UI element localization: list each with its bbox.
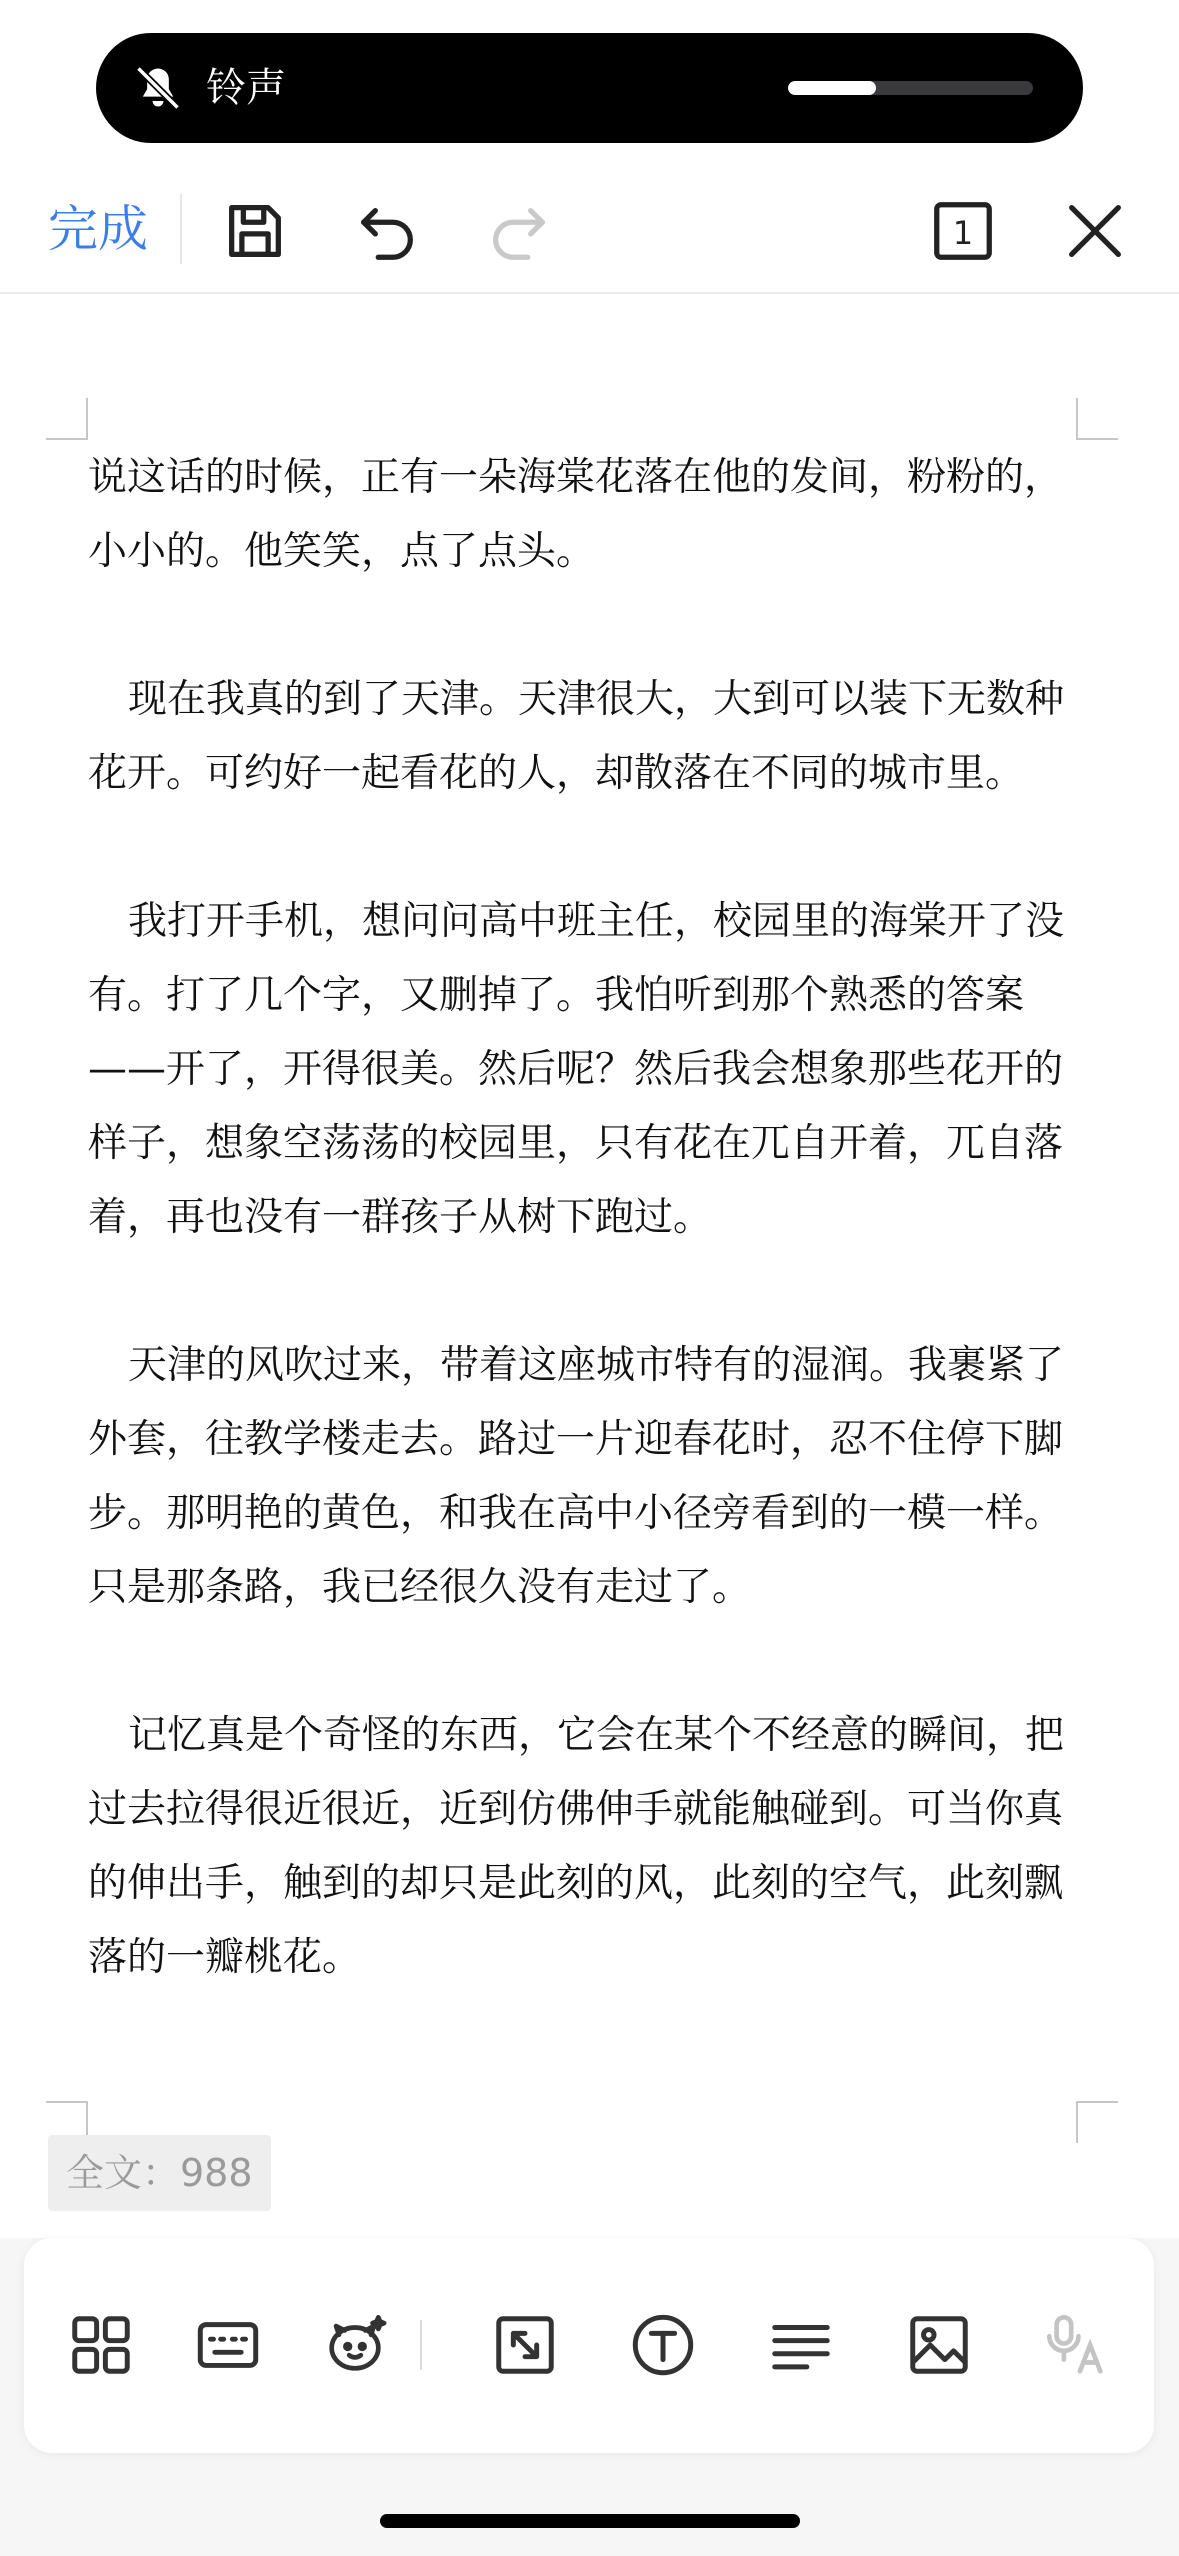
- align-icon[interactable]: [766, 2310, 836, 2380]
- silent-mode-indicator: [96, 33, 1083, 143]
- undo-icon[interactable]: [352, 196, 422, 266]
- toolbar-divider: [420, 2320, 422, 2370]
- page-corner-mark: [46, 398, 88, 440]
- save-icon[interactable]: [220, 196, 290, 266]
- ai-assistant-icon[interactable]: [320, 2310, 390, 2380]
- home-indicator: [380, 2514, 800, 2528]
- fullscreen-icon[interactable]: [490, 2310, 560, 2380]
- close-icon[interactable]: [1060, 196, 1130, 266]
- word-count-badge: 全文：988: [48, 2135, 271, 2211]
- bell-muted-icon: [132, 62, 184, 114]
- page-corner-mark: [1076, 398, 1118, 440]
- volume-bar-fill: [788, 81, 876, 95]
- voice-translate-icon[interactable]: [1042, 2310, 1112, 2380]
- paragraph: 现在我真的到了天津。天津很大，大到可以装下无数种花开。可约好一起看花的人，却散落在不同的城市里。: [88, 677, 1065, 796]
- document-body[interactable]: [88, 441, 1078, 2069]
- editor-toolbar: [0, 170, 1179, 294]
- paragraph: 记忆真是个奇怪的东西，它会在某个不经意的瞬间，把过去拉得很近很近，近到仿佛伸手就能触碰到。可当你真的伸出手，触到的却只是此刻的风，此刻的空气，此刻飘落的一瓣桃花。: [88, 1713, 1065, 1980]
- redo-icon[interactable]: [484, 196, 554, 266]
- paragraph: 我打开手机，想问问高中班主任，校园里的海棠开了没有。打了几个字，又删掉了。我怕听到那个熟悉的答案——开了，开得很美。然后呢？然后我会想象那些花开的样子，想象空荡荡的校园里，只有花在兀自开着，兀自落着，再也没有一群孩子从树下跑过。: [88, 899, 1065, 1240]
- keyboard-icon[interactable]: [193, 2310, 263, 2380]
- page-count-number: 1: [952, 214, 974, 253]
- paragraph: 天津的风吹过来，带着这座城市特有的湿润。我裹紧了外套，往教学楼走去。路过一片迎春花时，忍不住停下脚步。那明艳的黄色，和我在高中小径旁看到的一模一样。只是那条路，我已经很久没有走过了。: [88, 1343, 1065, 1610]
- page-count-icon[interactable]: [928, 196, 998, 266]
- silent-mode-label: 铃声: [206, 65, 286, 111]
- done-button[interactable]: 完成: [48, 200, 148, 258]
- text-format-icon[interactable]: [628, 2310, 698, 2380]
- grid-apps-icon[interactable]: [66, 2310, 136, 2380]
- toolbar-divider: [180, 194, 182, 264]
- page-corner-mark: [1076, 2101, 1118, 2143]
- volume-bar: [788, 81, 1033, 95]
- image-icon[interactable]: [904, 2310, 974, 2380]
- paragraph: 说这话的时候，正有一朵海棠花落在他的发间，粉粉的，小小的。他笑笑，点了点头。: [88, 455, 1064, 574]
